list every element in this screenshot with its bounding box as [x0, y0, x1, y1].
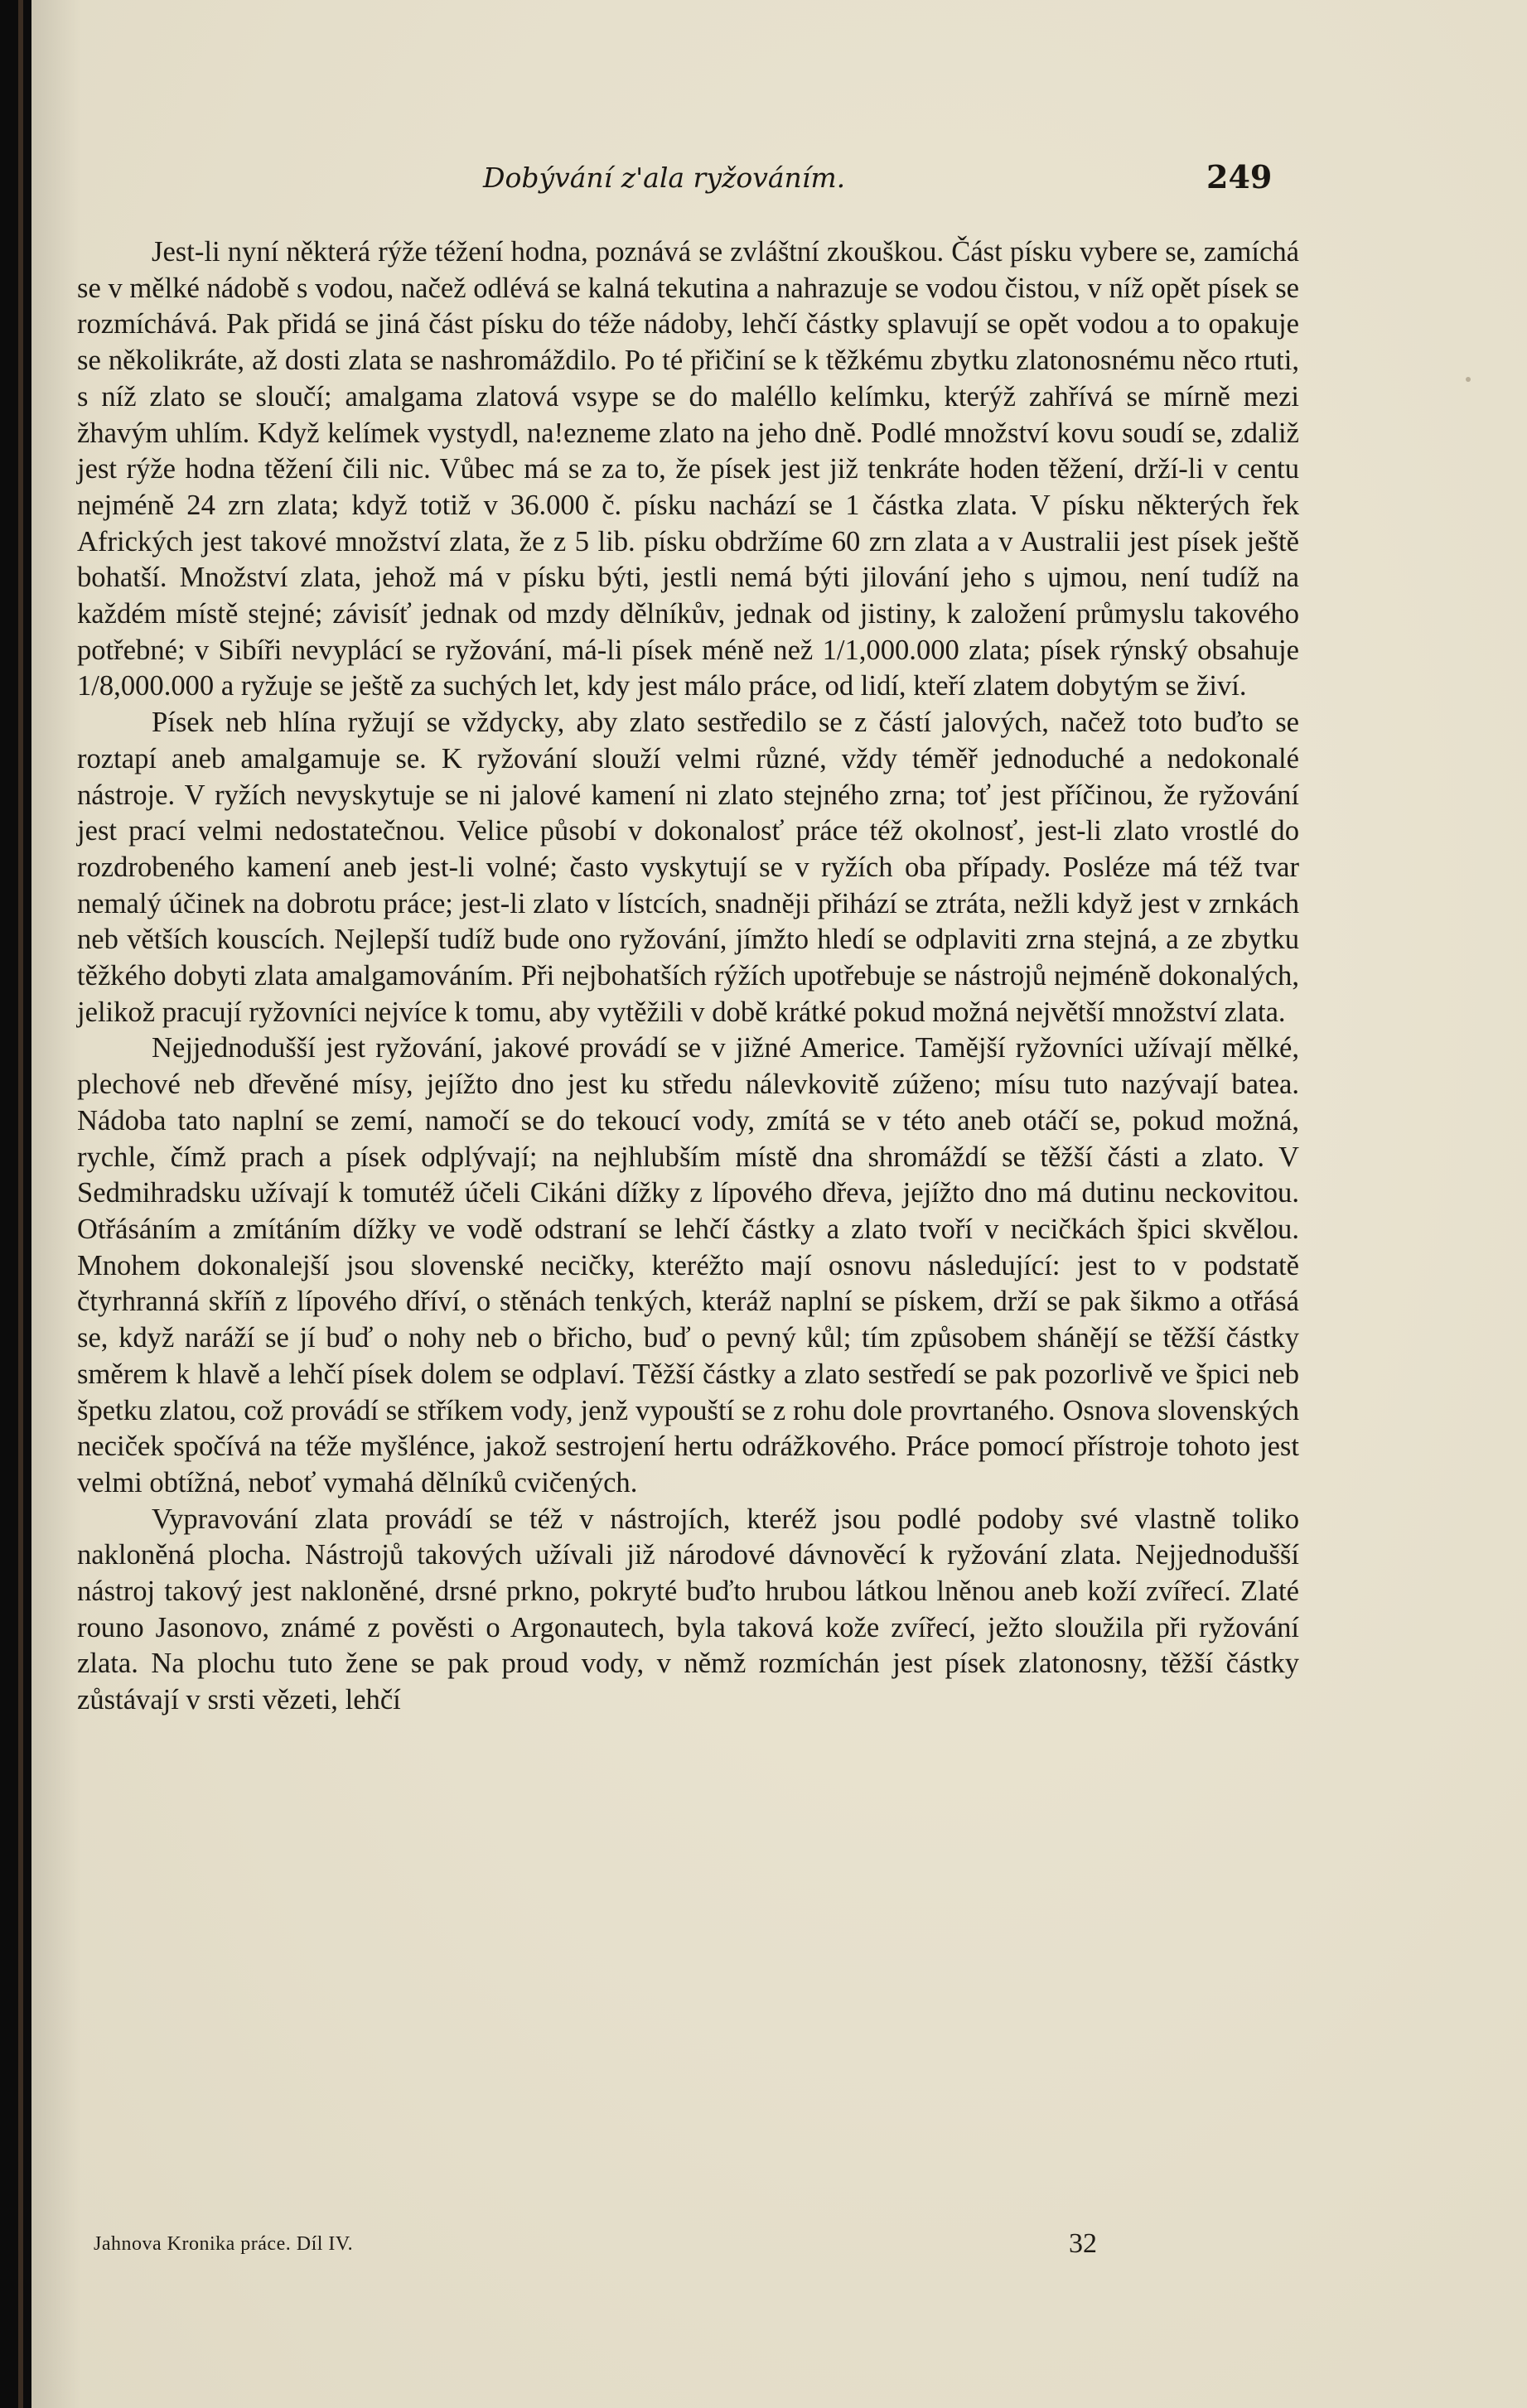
printer-signature: Jahnova Kronika práce. Díl IV. [94, 2233, 354, 2255]
paragraph: Nejjednodušší jest ryžování, jakové provádí se v jižné Americe. Tamější ryžovníci užívají mělké, plechové neb dřevěné mísy, jejížto dno jest ku středu nálevkovitě zúženo; mísu tuto nazývají batea. Nádoba tato naplní se zemí, namočí se do tekoucí vody, zmítá se v této aneb otáčí se, pokud možná, rychle, čímž prach a písek odplývají; na nejhlubším místě dna shromáždí se těžší části a zlato. V Sedmihradsku užívají k tomutéž účeli Cikáni dížky z lípového dřeva, jejížto dno má dutinu neckovitou. Otřásáním a zmítáním dížky ve vodě odstraní se lehčí částky a zlato tvoří v necičkách špici skvělou. Mnohem dokonalejší jsou slovenské necičky, kteréžto mají osnovu následující: jest to v podstatě čtyrhranná skříň z lípového dříví, o stěnách tenkých, kteráž naplní se pískem, drží se pak šikmo a otřásá se, když naráží se jí buď o nohy neb o břicho, buď o pevný kůl; tím způsobem shánějí se těžší částky směrem k hlavě a lehčí písek dolem se odplaví. Těžší částky a zlato sestředí se pak pozorlivě ve špici neb špetku zlatou, což provádí se stříkem vody, jenž vypouští se z rohu dole provrtaného. Osnova slovenských neciček spočívá na téže myšlénce, jakož sestrojení hertu odrážkového. Práce pomocí přístroje tohoto jest velmi obtížná, neboť vymahá dělníků cvičených. [77, 1032, 1299, 1498]
paragraph: Písek neb hlína ryžují se vždycky, aby zlato sestředilo se z částí jalových, načež toto buďto se roztapí aneb amalgamuje se. K ryžování slouží velmi různé, vždy téměř jednoduché a nedokonalé nástroje. V ryžích nevyskytuje se ni jalové kamení ni zlato stejného zrna; toť jest příčinou, že ryžování jest prací velmi nedostatečnou. Velice působí v dokonalosť práce též okolnosť, jest-li zlato vrostlé do rozdrobeného kamení aneb jest-li volné; často vyskytují se v ryžích oba případy. Posléze má též tvar nemalý účinek na dobrotu práce; jest-li zlato v lístcích, snadněji přihází se ztráta, nežli když jest v zrnkách neb větších kouscích. Nejlepší tudíž bude ono ryžování, jímžto hledí se odplaviti zrna stejná, a ze zbytku těžkého dobyti zlata amalgamováním. Při nejbohatších rýžích upotřebuje se nástrojů nejméně dokonalých, jelikož pracují ryžovníci nejvíce k tomu, aby vytěžili v době krátké pokud možná největší množství zlata. [77, 707, 1299, 1028]
book-binding [0, 0, 31, 2408]
binding-edge [18, 0, 23, 2408]
body-text [77, 234, 1299, 1719]
sheet-number: 32 [1069, 2228, 1097, 2259]
paper-speck [1466, 377, 1471, 382]
running-title: Dobývání z'ala ryžováním. [483, 162, 846, 194]
page-number: 249 [1206, 158, 1273, 195]
page-footer [31, 2228, 1527, 2270]
page-header [31, 158, 1527, 203]
book-page [31, 0, 1527, 2408]
paragraph: Vypravování zlata provádí se též v nástrojích, kteréž jsou podlé podoby své vlastně toliko nakloněná plocha. Nástrojů takových užívali již národové dávnověcí k ryžování zlata. Nejjednodušší nástroj takový jest nakloněné, drsné prkno, pokryté buďto hrubou látkou lněnou aneb koží zvířecí. Zlaté rouno Jasonovo, známé z pověsti o Argonautech, byla taková kože zvířecí, ježto sloužila při ryžování zlata. Na plochu tuto žene se pak proud vody, v němž rozmíchán jest písek zlatonosny, těžší částky zůstávají v srsti vězeti, lehčí [77, 1503, 1299, 1716]
paragraph: Jest-li nyní některá rýže téžení hodna, poznává se zvláštní zkouškou. Část písku vybere se, zamíchá se v mělké nádobě s vodou, načež odlévá se kalná tekutina a nahrazuje se vodou čistou, v níž opět písek se rozmíchává. Pak přidá se jiná část písku do téže nádoby, lehčí částky splavují se opět vodou a to opakuje se několikráte, až dosti zlata se nashromáždilo. Po té přičiní se k těžkému zbytku zlatonosnému něco rtuti, s níž zlato se sloučí; amalgama zlatová vsype se do maléllo kelímku, kterýž zahřívá se mírně mezi žhavým uhlím. Když kelímek vystydl, na!ezneme zlato na jeho dně. Podlé množství kovu soudí se, zdaliž jest rýže hodna těžení čili nic. Vůbec má se za to, že písek jest již tenkráte hoden těžení, drží-li v centu nejméně 24 zrn zlata; když totiž v 36.000 č. písku nachází se 1 částka zlata. V písku některých řek Afrických jest takové množství zlata, že z 5 lib. písku obdržíme 60 zrn zlata a v Australii jest písek ještě bohatší. Množství zlata, jehož má v písku býti, jestli nemá býti jilování jeho s ujmou, není tudíž na každém místě stejné; závisíť jednak od mzdy dělníkův, jednak od jistiny, k založení průmyslu takového potřebné; v Sibíři nevyplácí se ryžování, má-li písek méně než 1/1,000.000 zlata; písek rýnský obsahuje 1/8,000.000 a ryžuje se ještě za suchých let, kdy jest málo práce, od lidí, kteří zlatem dobytým se živí. [77, 236, 1299, 702]
